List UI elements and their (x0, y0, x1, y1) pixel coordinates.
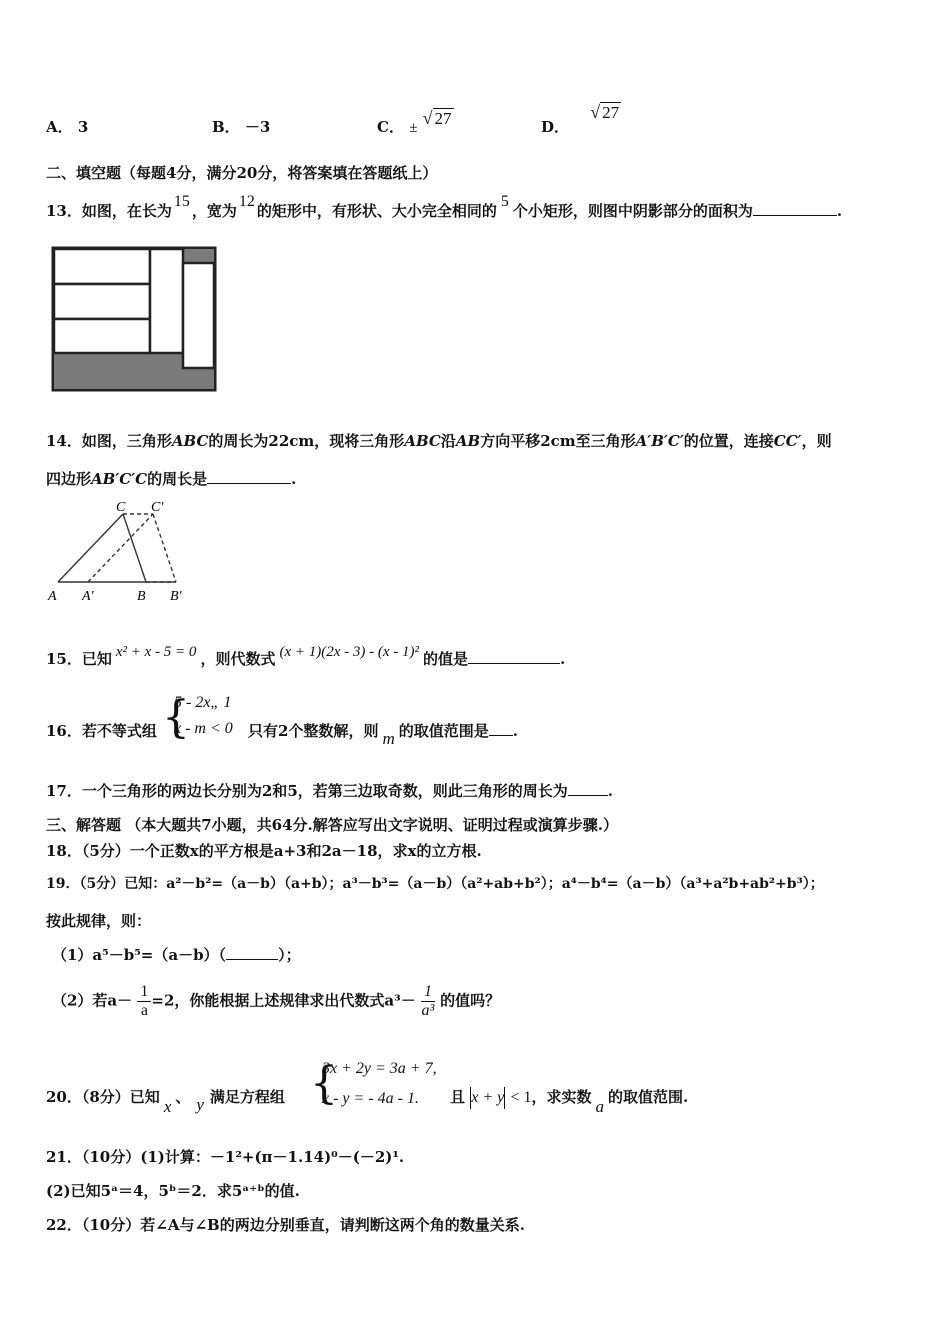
q16-mid: 只有2个整数解，则 (248, 722, 379, 740)
q14-abc-2: ABC (404, 432, 441, 450)
q14-text-a: 14．如图，三角形 (46, 432, 172, 450)
q20-rest (450, 1086, 689, 1116)
q21-line2: (2)已知5ᵃ＝4，5ᵇ＝2．求5ᵃ⁺ᵇ的值. (46, 1182, 300, 1200)
fig14-label-a1: A′ (82, 589, 94, 604)
q19-fraction-1-over-a (137, 983, 151, 1020)
q13-count: 5 (500, 193, 509, 210)
q20-text-a: 20．（8分）已知 (46, 1088, 160, 1106)
q14-text-e: 的位置，连接 (683, 432, 774, 450)
q13-width: 12 (238, 193, 255, 210)
q20-equation-1: 3x + 2y = 3a + 7, (322, 1060, 437, 1077)
option-c-pm: ± (409, 120, 418, 136)
q19-part1-blank (226, 945, 278, 960)
q14-abc-prime: A′B′C′ (635, 432, 684, 450)
q14-text-g: 四边形 (46, 470, 92, 488)
q20-var-x: x (163, 1097, 172, 1116)
q15-intro: 15．已知 (46, 650, 112, 668)
q21-line1: 21．（10分）(1)计算：－1²+(π－1.14)⁰－(－2)¹. (46, 1148, 405, 1166)
q15 (46, 644, 566, 669)
q14-quad: AB′C′C (91, 470, 148, 488)
q14-text-b: 的周长为22cm，现将三角形 (208, 432, 405, 450)
sqrt-27-d: √ 27 (590, 102, 620, 122)
fig14-label-c1: C′ (151, 500, 164, 515)
option-b-letter: B． (212, 118, 240, 136)
q15-mid: ，则代数式 (200, 650, 276, 668)
q16-answer-blank (489, 721, 513, 736)
q19-line1: 19．（5分）已知：a²－b²=（a－b）（a+b）；a³－b³=（a－b）（a²+ab+b²）；a⁴－b⁴=（a－b）（a³+a²b+ab²+b³）； (46, 876, 824, 892)
q17-period: . (607, 782, 613, 800)
fig13-small-rect-1 (54, 249, 150, 284)
q14-line2 (46, 468, 296, 489)
q16-inequality-2: x - m < 0 (174, 720, 233, 737)
q19-fraction-1-over-a3 (421, 983, 435, 1020)
q14-cc: CC′ (773, 432, 802, 450)
q19-part1-end: ）； (278, 946, 301, 964)
option-d-value: 27 (602, 103, 620, 122)
q16-end: 的取值范围是 (398, 722, 489, 740)
q13-width-label: ，宽为 (191, 202, 237, 220)
q20-var-a: a (595, 1097, 605, 1116)
q16-inequality-1: 5 - 2x„ 1 (174, 694, 232, 711)
sqrt-27-c: √ 27 (422, 108, 452, 128)
fig14-label-b1: B′ (170, 589, 182, 604)
q13-answer-blank (753, 201, 837, 216)
option-a (46, 116, 88, 137)
q16-brace: { (162, 692, 190, 743)
q14-text-f: ，则 (801, 432, 832, 450)
q20-equation-2: x - y = - 4a - 1. (322, 1090, 419, 1107)
q17-answer-blank (568, 781, 608, 796)
q15-equation: x² + x - 5 = 0 (115, 644, 197, 660)
q14-abc-1: ABC (171, 432, 209, 450)
q22: 22．（10分）若∠A与∠B的两边分别垂直，请判断这两个角的数量关系. (46, 1216, 525, 1234)
fig13-shaded-top-right (183, 249, 214, 263)
q13-mid: 的矩形中，有形状、大小完全相同的 (256, 202, 497, 220)
q13-end: 个小矩形，则图中阴影部分的面积为 (512, 202, 753, 220)
q15-period: . (560, 650, 566, 668)
q18: 18．（5分）一个正数x的平方根是a+3和2a－18，求x的立方根. (46, 842, 482, 860)
q14-text-d: 方向平移2cm至三角形 (480, 432, 636, 450)
fig13-small-rect-5 (183, 263, 214, 368)
fig14-label-b: B (137, 589, 146, 604)
option-b (212, 116, 270, 137)
q13-length: 15 (173, 193, 190, 210)
q16-rest (248, 720, 518, 748)
q16-intro: 16．若不等式组 (46, 722, 157, 740)
q20-abs-expr: x + y (471, 1089, 505, 1106)
section2-heading: 二、填空题（每题4分，满分20分，将答案填在答题纸上） (46, 164, 438, 182)
q17 (46, 780, 613, 801)
q19-part2 (52, 983, 500, 1020)
q20-text-end2: 的取值范围. (608, 1088, 689, 1106)
q14-ab: AB (455, 432, 481, 450)
q19-frac1-den: a (140, 1002, 148, 1019)
fig14-line-c1b1 (153, 514, 176, 582)
fig13-small-rect-3 (54, 319, 150, 353)
q14-text-h: 的周长是 (147, 470, 208, 488)
option-c (377, 108, 454, 136)
q14-line1 (46, 430, 832, 451)
option-c-letter: C． (377, 118, 404, 136)
option-a-letter: A． (46, 118, 73, 136)
q20-and: 且 (450, 1088, 466, 1106)
q19-part1 (52, 944, 301, 965)
q13 (46, 193, 843, 221)
q14-text-c: 沿 (440, 432, 456, 450)
q13-period: . (836, 202, 843, 220)
q14-answer-blank (207, 469, 291, 484)
fig13-small-rect-4 (150, 249, 183, 353)
q19-part2-text-a: （2）若a－ (52, 991, 133, 1010)
option-d-letter: D． (541, 118, 570, 136)
q19-part1-text: （1）a⁵－b⁵=（a－b）（ (52, 946, 227, 964)
fig14-label-a: A (48, 589, 57, 604)
q15-answer-blank (468, 649, 560, 664)
q14-period: . (291, 470, 297, 488)
fig13-small-rect-2 (54, 284, 150, 319)
q20-brace: { (310, 1058, 338, 1109)
q17-text: 17．一个三角形的两边长分别为2和5，若第三边取奇数，则此三角形的周长为 (46, 782, 568, 800)
option-a-value: 3 (77, 118, 89, 136)
section3-heading: 三、解答题 （本大题共7小题，共64分.解答应写出文字说明、证明过程或演算步骤.） (46, 816, 618, 834)
q16-var-m: m (382, 729, 395, 748)
fig14-line-ac (58, 514, 123, 582)
option-b-value: －3 (244, 118, 271, 136)
figure-13-rectangles (50, 245, 218, 395)
q20-intro (46, 1086, 285, 1116)
q19-frac2-num: 1 (421, 983, 435, 1002)
q15-end: 的值是 (423, 650, 469, 668)
q15-expression: (x + 1)(2x - 3) - (x - 1)² (279, 644, 420, 660)
q19-frac2-den: a³ (421, 1002, 435, 1019)
q16-period: . (512, 722, 518, 740)
q19-part2-text-b: =2，你能根据上述规律求出代数式a³－ (151, 991, 416, 1010)
option-c-value: 27 (434, 109, 452, 128)
fig14-label-c: C (116, 500, 126, 515)
q19-frac1-num: 1 (137, 983, 151, 1002)
q19-line2: 按此规律，则： (46, 912, 152, 930)
q20-text-end1: ，求实数 (531, 1088, 592, 1106)
q20-var-y: y (196, 1095, 204, 1114)
q20-sep: 、 (175, 1088, 191, 1106)
q20-mid: 满足方程组 (209, 1088, 285, 1106)
q13-intro: 13．如图，在长为 (46, 202, 172, 220)
figure-14-triangles (40, 497, 200, 609)
option-d (541, 102, 621, 136)
q20-abs-bar-right (504, 1087, 505, 1109)
q20-less-than: < 1 (510, 1089, 532, 1106)
q19-part2-text-c: 的值吗？ (440, 991, 501, 1010)
